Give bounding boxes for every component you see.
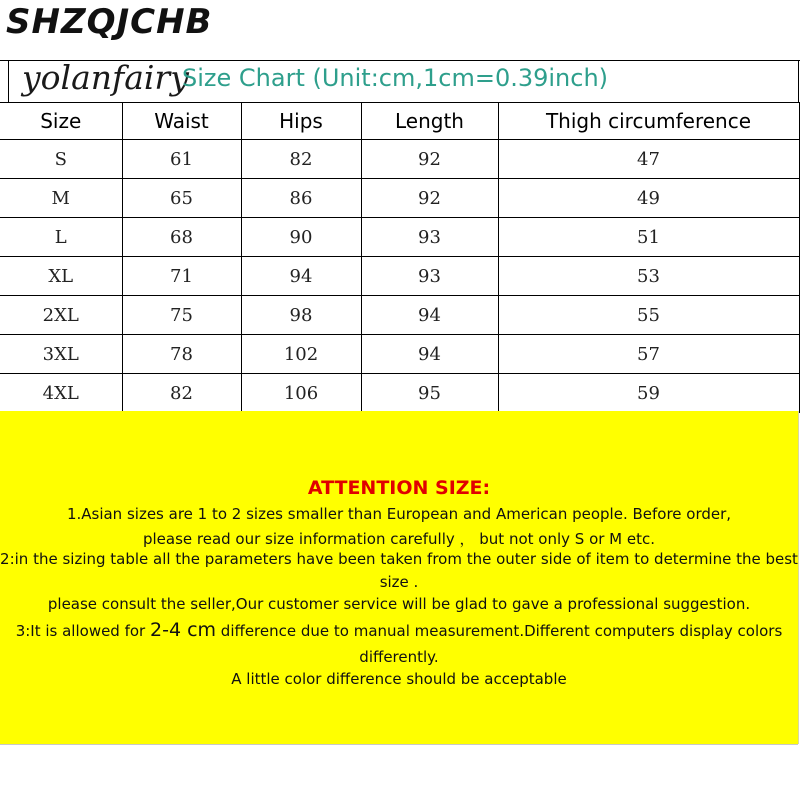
cell-size: M <box>0 179 122 218</box>
header-waist: Waist <box>122 103 241 140</box>
table-row <box>0 374 799 413</box>
cell-hips: 90 <box>241 218 361 257</box>
cell-size: XL <box>0 257 122 296</box>
cell-waist: 78 <box>122 335 241 374</box>
table-header-row <box>0 103 799 140</box>
notice-line-6-post: difference due to manual measurement.Different computers display colors <box>216 622 783 640</box>
cell-thigh: 51 <box>498 218 799 257</box>
cell-length: 92 <box>361 179 498 218</box>
cell-hips: 98 <box>241 296 361 335</box>
header-hips: Hips <box>241 103 361 140</box>
header-size: Size <box>0 103 122 140</box>
notice-line-6-emphasis: 2-4 cm <box>150 619 217 641</box>
table-row <box>0 335 799 374</box>
brand-logo: SHZQJCHB <box>6 2 213 42</box>
cell-size: L <box>0 218 122 257</box>
cell-thigh: 49 <box>498 179 799 218</box>
table-row <box>0 257 799 296</box>
cell-length: 92 <box>361 140 498 179</box>
header-thigh: Thigh circumference <box>498 103 799 140</box>
cell-hips: 86 <box>241 179 361 218</box>
notice-line-6 <box>0 619 798 641</box>
notice-line-8: A little color difference should be acceptable <box>231 670 567 688</box>
cell-waist: 75 <box>122 296 241 335</box>
cell-length: 94 <box>361 296 498 335</box>
cell-size: 3XL <box>0 335 122 374</box>
attention-notice-panel <box>0 411 799 744</box>
size-chart-title: Size Chart (Unit:cm,1cm=0.39inch) <box>182 64 609 92</box>
cell-waist: 61 <box>122 140 241 179</box>
title-row-left-border <box>8 61 9 103</box>
watermark: yolanfairy <box>22 58 189 97</box>
notice-line-3: 2:in the sizing table all the parameters have been taken from the outer side of item to determine the best <box>0 550 798 568</box>
header-length: Length <box>361 103 498 140</box>
notice-line-7: differently. <box>359 648 439 666</box>
notice-line-5: please consult the seller,Our customer service will be glad to gave a professional suggestion. <box>47 595 751 613</box>
title-row-right-border <box>798 61 799 103</box>
cell-thigh: 55 <box>498 296 799 335</box>
cell-thigh: 53 <box>498 257 799 296</box>
cell-length: 93 <box>361 218 498 257</box>
cell-hips: 94 <box>241 257 361 296</box>
cell-length: 95 <box>361 374 498 413</box>
notice-line-1: 1.Asian sizes are 1 to 2 sizes smaller than European and American people. Before order, <box>66 505 732 523</box>
cell-thigh: 57 <box>498 335 799 374</box>
notice-line-4: size . <box>379 573 419 591</box>
cell-waist: 71 <box>122 257 241 296</box>
table-row <box>0 218 799 257</box>
size-table <box>0 102 800 413</box>
cell-waist: 82 <box>122 374 241 413</box>
attention-heading: ATTENTION SIZE: <box>307 477 491 499</box>
bottom-divider <box>0 744 798 745</box>
cell-hips: 102 <box>241 335 361 374</box>
notice-line-2: please read our size information carefully ， but not only S or M etc. <box>142 530 656 548</box>
cell-size: 2XL <box>0 296 122 335</box>
cell-hips: 106 <box>241 374 361 413</box>
table-row <box>0 140 799 179</box>
cell-waist: 68 <box>122 218 241 257</box>
cell-waist: 65 <box>122 179 241 218</box>
cell-hips: 82 <box>241 140 361 179</box>
cell-length: 94 <box>361 335 498 374</box>
cell-size: S <box>0 140 122 179</box>
cell-thigh: 59 <box>498 374 799 413</box>
cell-thigh: 47 <box>498 140 799 179</box>
table-row <box>0 296 799 335</box>
cell-length: 93 <box>361 257 498 296</box>
cell-size: 4XL <box>0 374 122 413</box>
table-row <box>0 179 799 218</box>
notice-line-6-pre: 3:It is allowed for <box>15 622 150 640</box>
